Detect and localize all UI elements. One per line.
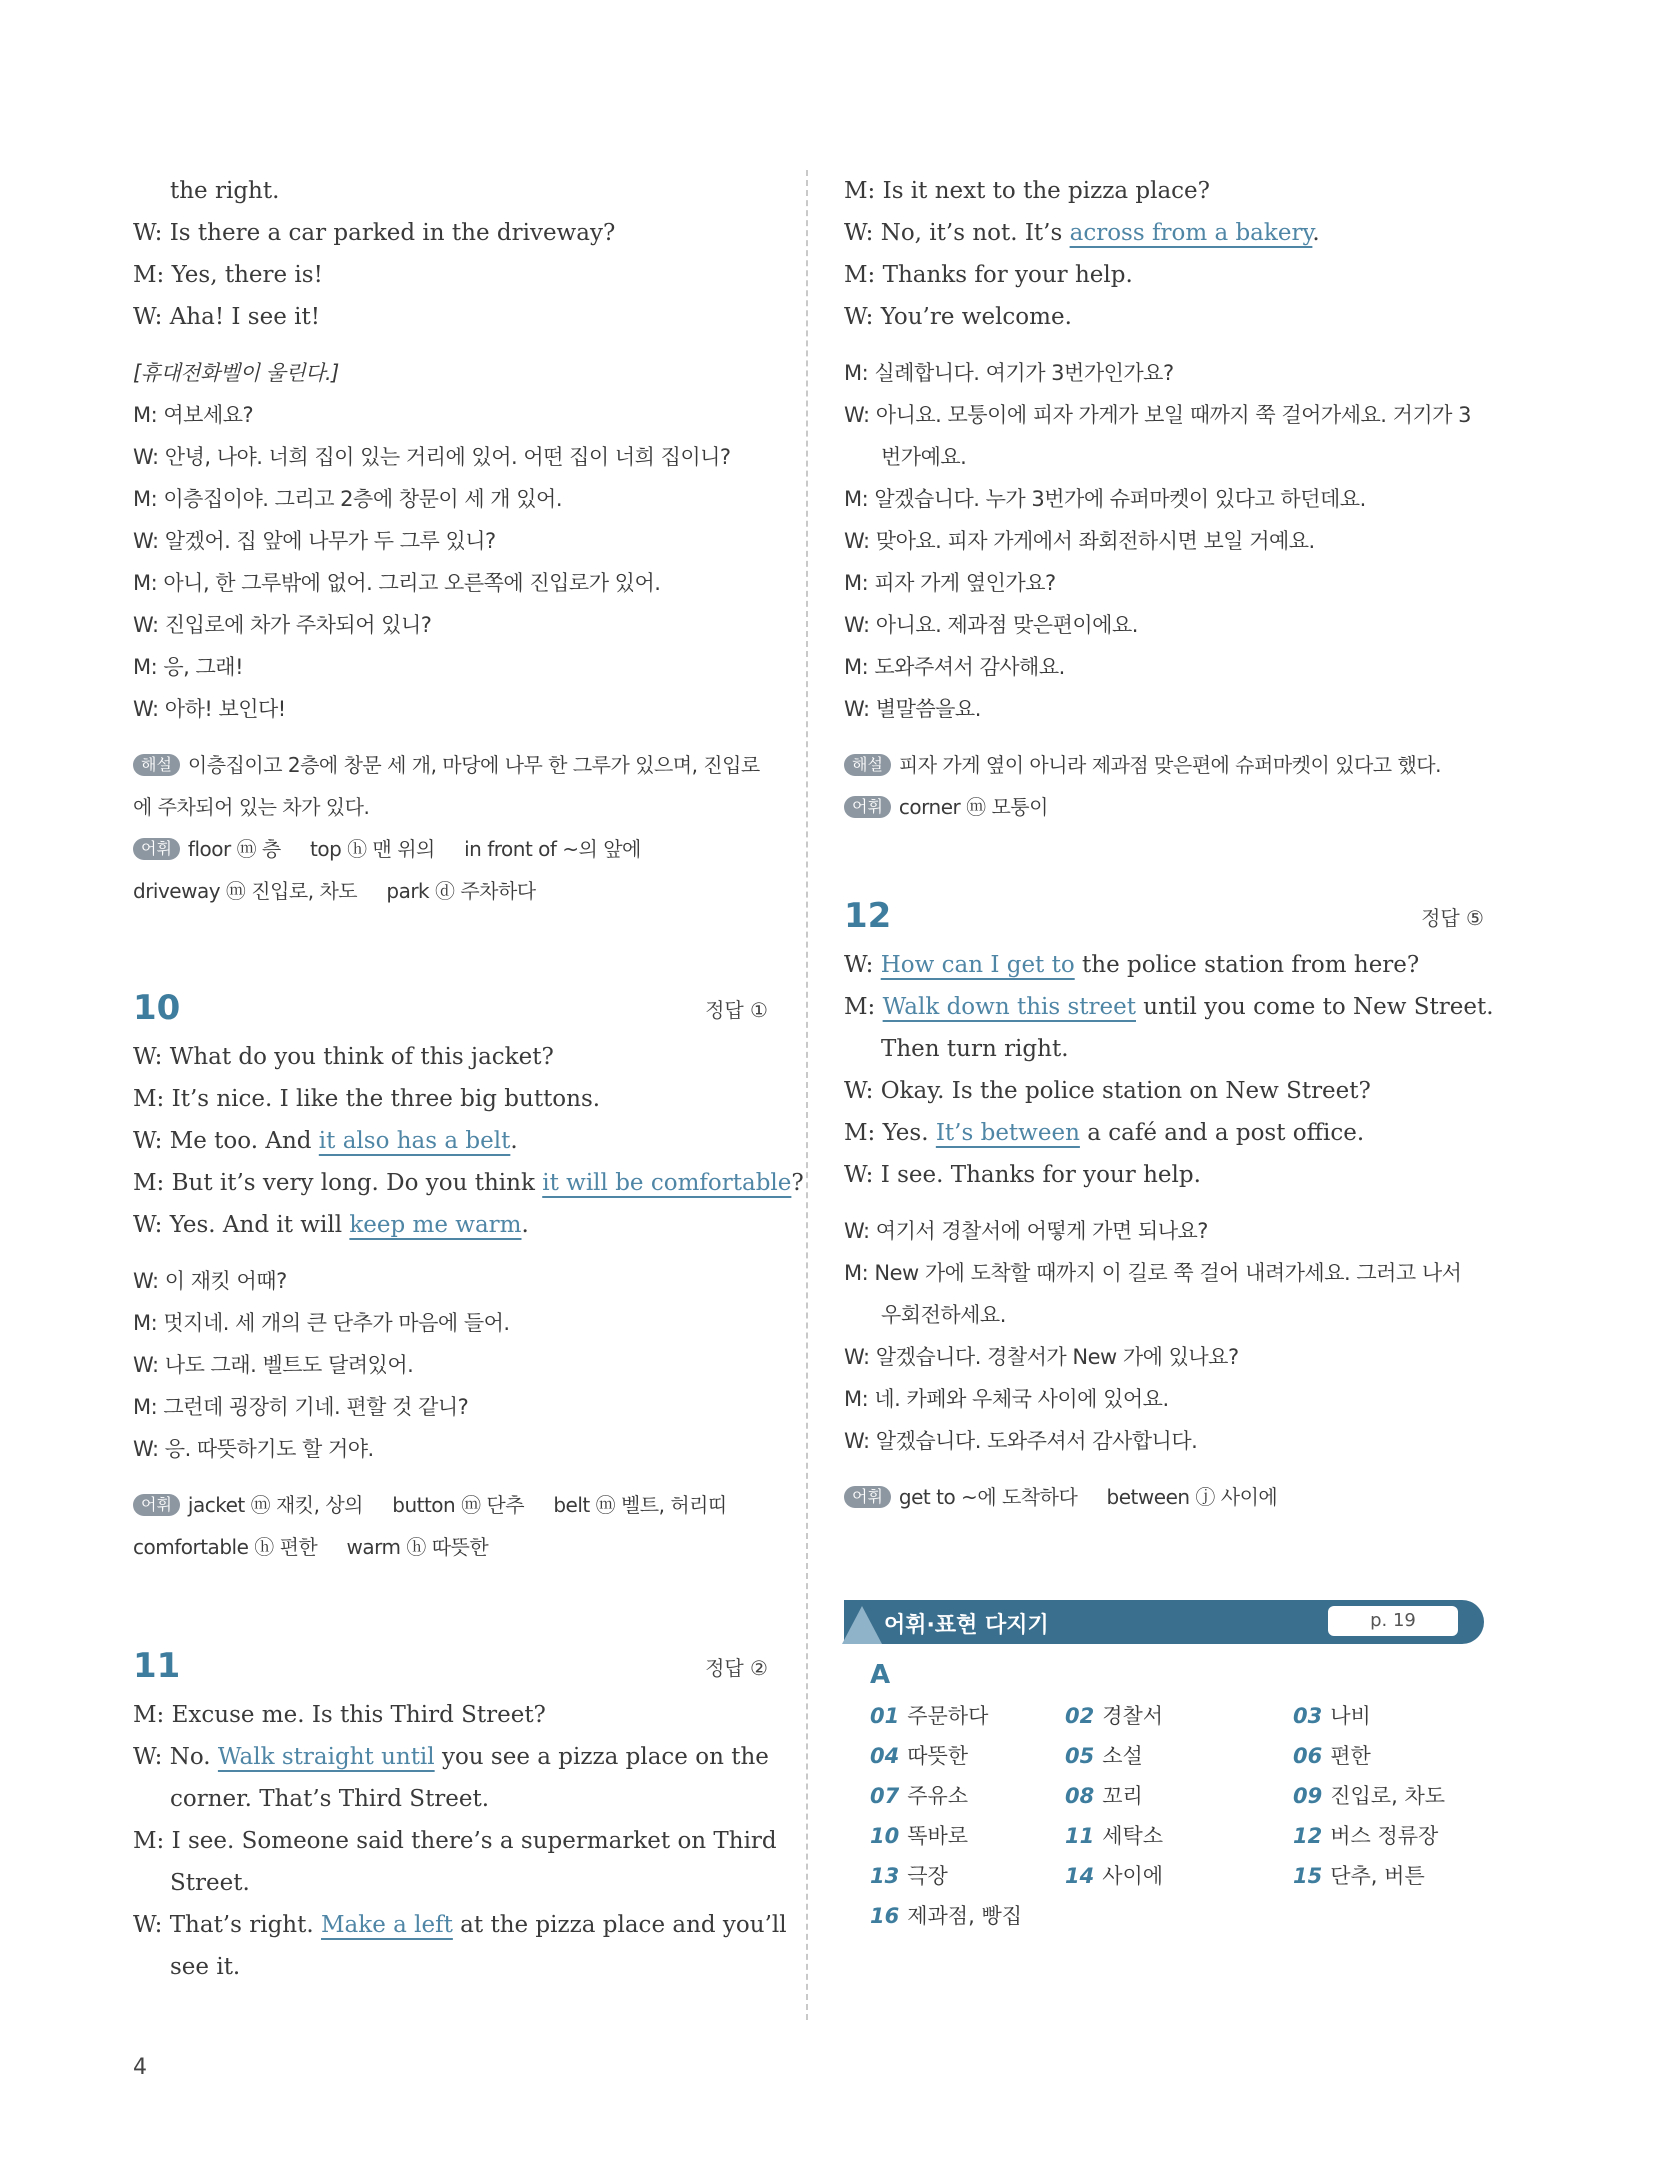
translation-line: W: 알겠어. 집 앞에 나무가 두 그루 있니?	[133, 529, 496, 553]
dialogue-line	[844, 944, 1484, 986]
vocab-answer-item	[870, 1736, 1065, 1776]
dialogue-line: W: Aha! I see it!	[133, 304, 320, 330]
line-text: W: That’s right.	[133, 1912, 321, 1938]
q11-header	[133, 1642, 768, 1694]
q12-header	[844, 892, 1484, 944]
dialogue-line	[133, 1946, 768, 1988]
item-number: 14	[1065, 1864, 1095, 1888]
line-text: M: Excuse me. Is this Third Street?	[133, 1702, 546, 1728]
line-text: .	[1312, 220, 1320, 246]
translation-line: [휴대전화벨이 울린다.]	[133, 361, 339, 385]
translation-line: W: 아하! 보인다!	[133, 697, 286, 721]
dialogue-line	[133, 1778, 768, 1820]
line-text: W: I see. Thanks for your help.	[844, 1162, 1201, 1188]
q10-vocab: 어휘 jacket ⓜ 재킷, 상의 button ⓜ 단추 belt ⓜ 벨트, 허리띠	[133, 1484, 768, 1526]
translation-line: W: 알겠습니다. 도와주셔서 감사합니다.	[844, 1429, 1198, 1453]
dialogue-line	[133, 1162, 804, 1204]
q11-dialogue	[133, 1694, 787, 1988]
answer-blank: Walk straight until	[217, 1744, 435, 1770]
vocab-answer-item	[870, 1896, 1065, 1936]
dialogue-line	[844, 1070, 1484, 1112]
vocab-answer-item	[1065, 1776, 1293, 1816]
dialogue-line	[133, 1204, 768, 1246]
page-reference: p. 19	[1328, 1606, 1458, 1636]
line-text: a café and a post office.	[1079, 1120, 1365, 1146]
answer-label: 정답 ①	[705, 998, 768, 1022]
dialogue-line	[133, 1862, 768, 1904]
translation-line: 우회전하세요.	[881, 1303, 1006, 1327]
line-text: M: Is it next to the pizza place?	[844, 178, 1211, 204]
q9-dialogue	[133, 170, 768, 338]
translation-line: W: 안녕, 나야. 너희 집이 있는 거리에 있어. 어떤 집이 너희 집이니?	[133, 445, 731, 469]
vocab-answer-item	[1293, 1736, 1483, 1776]
line-text: M: I see. Someone said there’s a supermarket on Third	[133, 1828, 777, 1854]
translation-line: W: 여기서 경찰서에 어떻게 가면 되나요?	[844, 1219, 1208, 1243]
dialogue-line	[133, 1694, 768, 1736]
q10-header	[133, 984, 768, 1036]
q12-korean	[844, 1210, 1484, 1462]
answer-label: 정답 ⑤	[1421, 906, 1484, 930]
line-text: at the pizza place and you’ll	[452, 1912, 787, 1938]
translation-line: W: 이 재킷 어때?	[133, 1269, 287, 1293]
line-text: corner. That’s Third Street.	[170, 1786, 490, 1812]
item-number: 16	[870, 1904, 900, 1928]
item-number: 15	[1293, 1864, 1323, 1888]
line-text: Then turn right.	[881, 1036, 1069, 1062]
answer-blank: How can I get to	[880, 952, 1075, 978]
line-text: W: Yes. And it will	[133, 1212, 350, 1238]
line-text: W: Okay. Is the police station on New Street?	[844, 1078, 1371, 1104]
question-number: 11	[133, 1646, 181, 1686]
item-number: 04	[870, 1744, 900, 1768]
q9-explanation: 해설 이층집이고 2층에 창문 세 개, 마당에 나무 한 그루가 있으며, 진입로	[133, 744, 768, 786]
item-number: 13	[870, 1864, 900, 1888]
vocab-answer-item	[870, 1696, 1065, 1736]
line-text: see it.	[170, 1954, 241, 1980]
translation-line: W: 응. 따뜻하기도 할 거야.	[133, 1437, 374, 1461]
translation-line: W: 나도 그래. 벨트도 달려있어.	[133, 1353, 414, 1377]
vocab-tag: 어휘	[133, 838, 180, 860]
line-text: W: Me too. And	[133, 1128, 319, 1154]
item-answer: 세탁소	[1102, 1824, 1164, 1848]
dialogue-line	[133, 1736, 768, 1778]
translation-line: W: 아니요. 제과점 맞은편이에요.	[844, 613, 1138, 637]
dialogue-line	[133, 1036, 768, 1078]
item-number: 02	[1065, 1704, 1095, 1728]
vocab-answer-grid	[870, 1696, 1484, 1936]
line-text: you see a pizza place on the	[434, 1744, 769, 1770]
item-number: 01	[870, 1704, 900, 1728]
vocab-answer-item	[1065, 1696, 1293, 1736]
dialogue-line	[133, 1120, 768, 1162]
dialogue-line	[844, 212, 1484, 254]
dialogue-line	[844, 1112, 1484, 1154]
banner-triangle-icon	[842, 1606, 882, 1644]
right-column	[844, 170, 1494, 1936]
item-answer: 편한	[1330, 1744, 1371, 1768]
vocab-answer-item	[1065, 1856, 1293, 1896]
item-answer: 주유소	[907, 1784, 969, 1808]
explanation-tag: 해설	[844, 754, 891, 776]
line-text: the police station from here?	[1074, 952, 1420, 978]
item-number: 08	[1065, 1784, 1095, 1808]
line-text: M: But it’s very long. Do you think	[133, 1170, 543, 1196]
line-text: W: You’re welcome.	[844, 304, 1072, 330]
translation-line: M: 그런데 굉장히 기네. 편할 것 같니?	[133, 1395, 469, 1419]
explanation-tag: 해설	[133, 754, 180, 776]
dialogue-line: W: Is there a car parked in the driveway?	[133, 220, 616, 246]
translation-line: M: 도와주셔서 감사해요.	[844, 655, 1065, 679]
dialogue-line	[844, 1154, 1484, 1196]
line-text: W: No, it’s not. It’s	[844, 220, 1070, 246]
item-answer: 경찰서	[1102, 1704, 1164, 1728]
item-answer: 제과점, 빵집	[907, 1904, 1023, 1928]
answer-blank: across from a bakery	[1069, 220, 1313, 246]
answer-blank: It’s between	[935, 1120, 1080, 1146]
translation-line: M: 멋지네. 세 개의 큰 단추가 마음에 들어.	[133, 1311, 510, 1335]
translation-line: M: New 가에 도착할 때까지 이 길로 쭉 걸어 내려가세요. 그러고 나서	[844, 1261, 1462, 1285]
vocab-answer-item	[870, 1816, 1065, 1856]
item-number: 05	[1065, 1744, 1095, 1768]
item-answer: 똑바로	[907, 1824, 969, 1848]
translation-line: M: 네. 카페와 우체국 사이에 있어요.	[844, 1387, 1169, 1411]
vocab-tag: 어휘	[844, 796, 891, 818]
item-number: 09	[1293, 1784, 1323, 1808]
q9-vocab: 어휘 floor ⓜ 층 top ⓗ 맨 위의 in front of ~의 앞에	[133, 828, 768, 870]
item-answer: 단추, 버튼	[1330, 1864, 1425, 1888]
item-answer: 진입로, 차도	[1330, 1784, 1446, 1808]
item-answer: 사이에	[1102, 1864, 1164, 1888]
vocab-answer-item	[1065, 1816, 1293, 1856]
answer-label: 정답 ②	[705, 1656, 768, 1680]
line-text: W: No.	[133, 1744, 218, 1770]
q11-korean	[844, 352, 1484, 730]
translation-line: M: 피자 가게 옆인가요?	[844, 571, 1056, 595]
column-divider	[806, 170, 808, 2020]
part-a-label: A	[870, 1660, 891, 1690]
q12-vocab: 어휘 get to ~에 도착하다 between ⓙ 사이에	[844, 1476, 1484, 1518]
q10-korean	[133, 1260, 768, 1470]
line-text: W: What do you think of this jacket?	[133, 1044, 554, 1070]
line-text: .	[521, 1212, 529, 1238]
line-text: .	[510, 1128, 518, 1154]
q11-dialogue-cont	[844, 170, 1484, 338]
item-number: 03	[1293, 1704, 1323, 1728]
q11-explanation: 해설 피자 가게 옆이 아니라 제과점 맞은편에 슈퍼마켓이 있다고 했다.	[844, 744, 1484, 786]
answer-blank: Walk down this street	[882, 994, 1136, 1020]
line-text: Street.	[170, 1870, 250, 1896]
page-number: 4	[133, 2055, 147, 2080]
item-number: 11	[1065, 1824, 1095, 1848]
line-text: M:	[844, 994, 883, 1020]
item-answer: 버스 정류장	[1330, 1824, 1439, 1848]
item-answer: 나비	[1330, 1704, 1371, 1728]
item-number: 07	[870, 1784, 900, 1808]
q11-vocab: 어휘 corner ⓜ 모퉁이	[844, 786, 1484, 828]
dialogue-line	[844, 254, 1484, 296]
vocab-answer-item	[1293, 1776, 1483, 1816]
translation-line: M: 알겠습니다. 누가 3번가에 슈퍼마켓이 있다고 하던데요.	[844, 487, 1366, 511]
translation-line: W: 아니요. 모퉁이에 피자 가게가 보일 때까지 쭉 걸어가세요. 거기가 3	[844, 403, 1472, 427]
left-column: the right. W: Is there a car parked in the driveway? M: Yes, there is! W: Aha! I see it! [휴대전화벨이 울린다.] M: 여보세요? W: 안녕, 나야. 너희 집이 있는 거리에 있어. 어떤 집이 너희 집이니? M: 이층집이야. 그리고 2층에 창문이 세 개 있어. W: 알겠어. 집 앞에 나무가 두 그루 있니? M: 아니, 한 그루밖에 없어. 그리고 오른쪽에 진입로가 있어. W: 진입로에 차가 주차되어 있니? M: 응, 그래! W: 아하! 보인다! 해설 이층집이고 2층에 창문 세 개, 마당에 나무 한 그루가 있으며, 진입로 에 주차되어 있는 차가 있다. 어휘 floor ⓜ 층 top ⓗ 맨 위의 in front of ~의 앞에 driveway ⓜ 진입로, 차도 park ⓓ 주차하다 10 정답 ① W: What do you think of this jacket? M: It’s nice. I like the three big buttons. W: Me too. And it also has a belt. M: But it’s very long. Do you think it will be comfortable? W: Yes. And it will keep me warm. W: 이 재킷 어때? M: 멋지네. 세 개의 큰 단추가 마음에 들어. W: 나도 그래. 벨트도 달려있어. M: 그런데 굉장히 기네. 편할 것 같니? W: 응. 따뜻하기도 할 거야. 어휘 jacket ⓜ 재킷, 상의 button ⓜ 단추 belt ⓜ 벨트, 허리띠 comfortable ⓗ 편한 warm ⓗ 따뜻한 11 정답 ② M: Excuse me. Is this Third Street? W: No. Walk straight until you see a pizza place on the corner. That’s Third Street. M: I see. Someone said there’s a supermarket on Third Street. W: That’s right. Make a left at the pizza place and you’ll see it.	[133, 170, 768, 1988]
dialogue-line	[844, 986, 1494, 1028]
translation-line: W: 진입로에 차가 주차되어 있니?	[133, 613, 432, 637]
vocab-answer-item	[870, 1776, 1065, 1816]
item-answer: 소설	[1102, 1744, 1143, 1768]
vocab-answer-item	[1293, 1816, 1483, 1856]
item-answer: 극장	[907, 1864, 948, 1888]
translation-line: 번가예요.	[881, 445, 967, 469]
item-number: 06	[1293, 1744, 1323, 1768]
translation-line: W: 맞아요. 피자 가게에서 좌회전하시면 보일 거예요.	[844, 529, 1315, 553]
translation-line: M: 여보세요?	[133, 403, 254, 427]
banner-title: 어휘·표현 다지기	[884, 1613, 1049, 1638]
dialogue-line	[844, 1028, 1484, 1070]
line-text: W:	[844, 952, 881, 978]
line-text: M: Yes.	[844, 1120, 936, 1146]
answer-blank: Make a left	[321, 1912, 453, 1938]
question-number: 12	[844, 896, 892, 936]
translation-line: W: 알겠습니다. 경찰서가 New 가에 있나요?	[844, 1345, 1239, 1369]
q9-korean	[133, 352, 768, 730]
dialogue-line: the right.	[170, 178, 280, 204]
line-text: M: Thanks for your help.	[844, 262, 1133, 288]
vocab-answer-item	[1065, 1736, 1293, 1776]
vocab-practice-banner	[844, 1600, 1484, 1646]
vocab-tag: 어휘	[133, 1494, 180, 1516]
vocab-tag: 어휘	[844, 1486, 891, 1508]
translation-line: M: 응, 그래!	[133, 655, 243, 679]
vocab-answer-item	[870, 1856, 1065, 1896]
answer-blank: keep me warm	[349, 1212, 522, 1238]
dialogue-line: M: Yes, there is!	[133, 262, 323, 288]
translation-line: W: 별말씀을요.	[844, 697, 981, 721]
vocab-answer-item	[1293, 1856, 1483, 1896]
item-answer: 따뜻한	[907, 1744, 969, 1768]
q12-dialogue	[844, 944, 1494, 1196]
translation-line: M: 이층집이야. 그리고 2층에 창문이 세 개 있어.	[133, 487, 562, 511]
line-text: ?	[791, 1170, 804, 1196]
item-number: 10	[870, 1824, 900, 1848]
item-answer: 꼬리	[1102, 1784, 1143, 1808]
dialogue-line	[133, 1904, 787, 1946]
dialogue-line	[133, 1078, 768, 1120]
q10-dialogue	[133, 1036, 804, 1246]
line-text: M: It’s nice. I like the three big buttons.	[133, 1086, 601, 1112]
line-text: until you come to New Street.	[1136, 994, 1494, 1020]
dialogue-line	[844, 296, 1484, 338]
item-answer: 주문하다	[907, 1704, 989, 1728]
translation-line: M: 아니, 한 그루밖에 없어. 그리고 오른쪽에 진입로가 있어.	[133, 571, 661, 595]
answer-blank: it will be comfortable	[542, 1170, 792, 1196]
item-number: 12	[1293, 1824, 1323, 1848]
answer-blank: it also has a belt	[318, 1128, 511, 1154]
dialogue-line	[844, 170, 1484, 212]
vocab-answer-item	[1293, 1696, 1483, 1736]
dialogue-line	[133, 1820, 777, 1862]
question-number: 10	[133, 988, 181, 1028]
translation-line: M: 실례합니다. 여기가 3번가인가요?	[844, 361, 1174, 385]
